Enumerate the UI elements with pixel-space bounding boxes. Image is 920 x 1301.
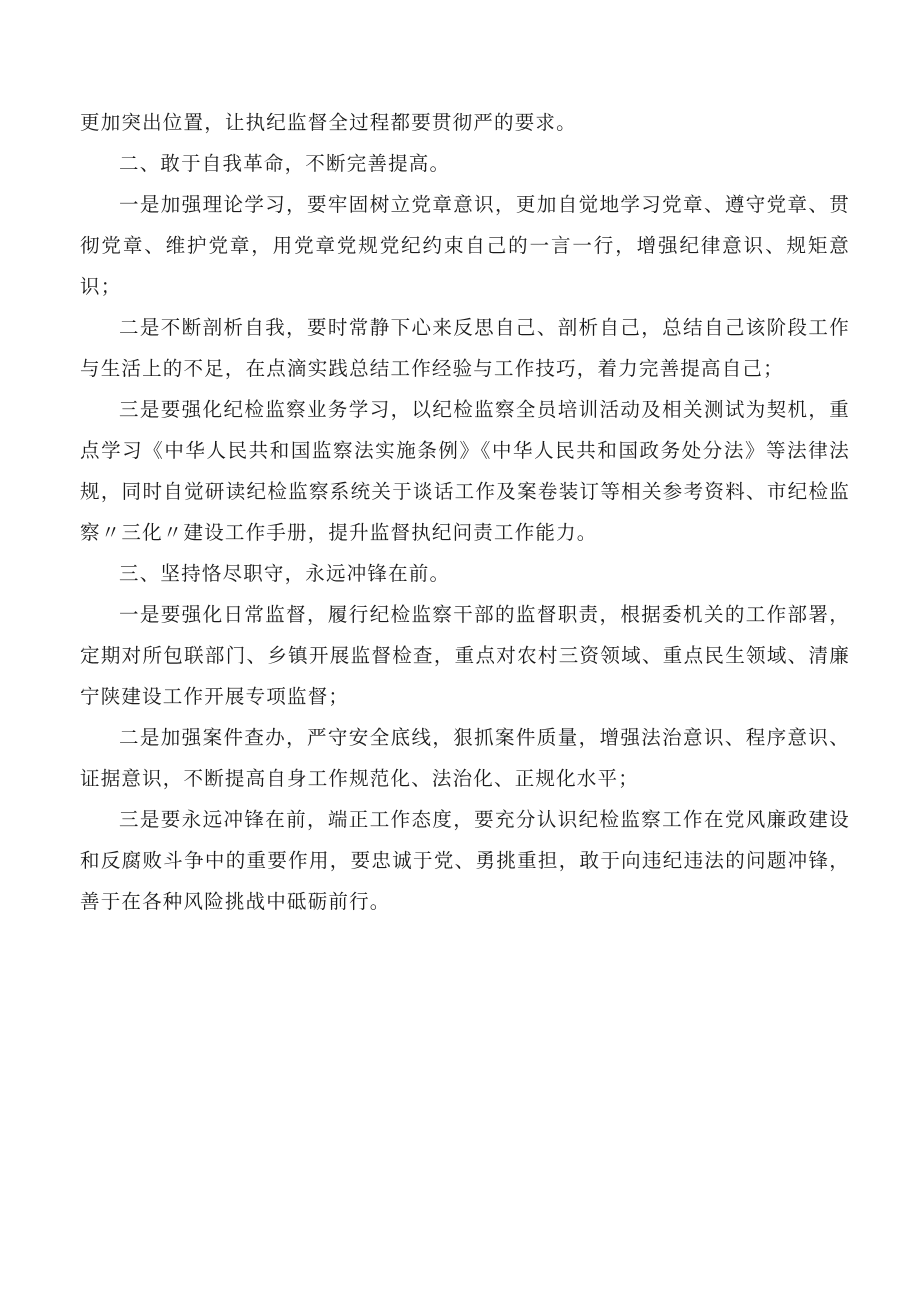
section-heading-2: 二、敢于自我革命，不断完善提高。 — [119, 152, 451, 175]
paragraph-case-handling: 二是加强案件查办，严守安全底线，狠抓案件质量，增强法治意识、程序意识、证据意识，不断提高自身工作规范化、法治化、正规化水平； — [80, 726, 850, 790]
paragraph-daily-supervision: 一是要强化日常监督，履行纪检监察干部的监督职责，根据委机关的工作部署，定期对所包联部门、乡镇开展监督检查，重点对农村三资领域、重点民生领域、清廉宁陕建设工作开展专项监督； — [80, 603, 850, 708]
paragraph-theory-study: 一是加强理论学习，要牢固树立党章意识，更加自觉地学习党章、遵守党章、贯彻党章、维护党章，用党章党规党纪约束自己的一言一行，增强纪律意识、规矩意识； — [80, 193, 850, 298]
paragraph-charge-forward: 三是要永远冲锋在前，端正工作态度，要充分认识纪检监察工作在党风廉政建设和反腐败斗争中的重要作用，要忠诚于党、勇挑重担，敢于向违纪违法的问题冲锋，善于在各种风险挑战中砥砺前行。 — [80, 808, 850, 913]
paragraph-business-study: 三是要强化纪检监察业务学习，以纪检监察全员培训活动及相关测试为契机，重点学习《中华人民共和国监察法实施条例》《中华人民共和国政务处分法》等法律法规，同时自觉研读纪检监察系统关于谈话工作及案卷装订等相关参考资料、市纪检监察〃三化〃建设工作手册，提升监督执纪问责工作能力。 — [80, 398, 850, 544]
document-body — [80, 102, 850, 922]
paragraph-continuation: 更加突出位置，让执纪监督全过程都要贯彻严的要求。 — [80, 111, 577, 134]
paragraph-self-analysis: 二是不断剖析自我，要时常静下心来反思自己、剖析自己，总结自己该阶段工作与生活上的不足，在点滴实践总结工作经验与工作技巧，着力完善提高自己； — [80, 316, 850, 380]
section-heading-3: 三、坚持恪尽职守，永远冲锋在前。 — [119, 562, 451, 585]
